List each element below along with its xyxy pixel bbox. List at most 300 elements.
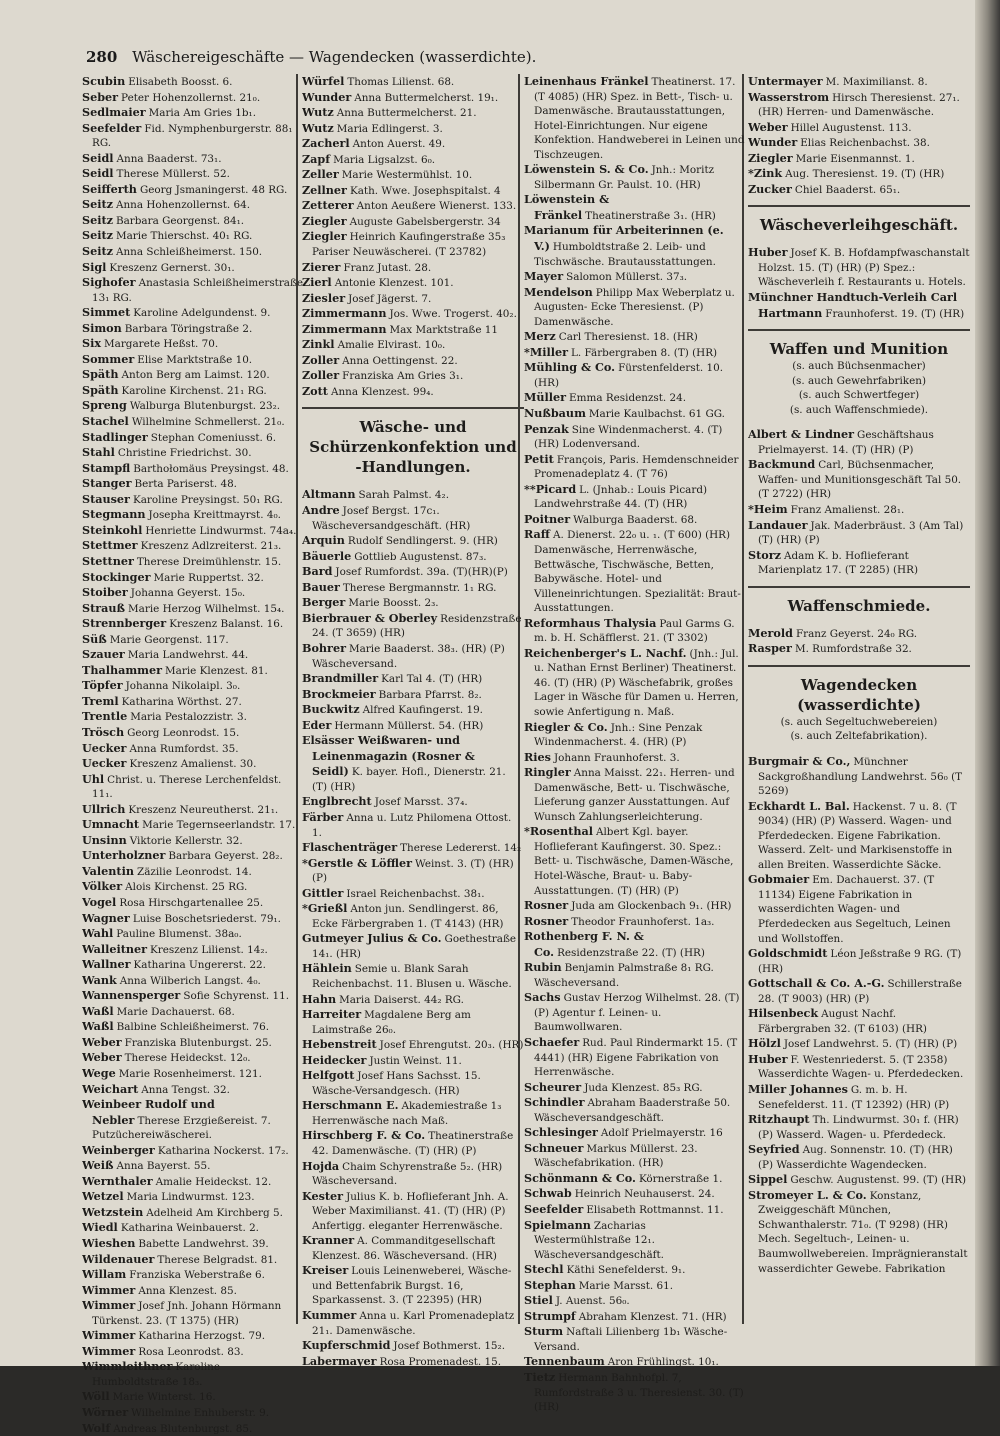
entry-name: Weber bbox=[82, 1050, 122, 1065]
directory-entry bbox=[748, 182, 970, 198]
directory-entry bbox=[82, 1328, 304, 1344]
entry-details: Babette Landwehrst. 39. bbox=[138, 1238, 269, 1251]
entry-details: Marie Winterst. 16. bbox=[112, 1391, 216, 1404]
entry-details: Aug. Sonnenstr. 10. (T) (HR) (P) Wasserdichte Wagendecken. bbox=[758, 1144, 953, 1171]
entry-name: Wahl bbox=[82, 926, 114, 941]
directory-entry bbox=[524, 1293, 746, 1309]
entry-details: Christine Friedrichst. 30. bbox=[117, 447, 252, 460]
entry-name: Kummer bbox=[302, 1308, 357, 1323]
entry-name: Wimmer bbox=[82, 1298, 136, 1313]
directory-entry bbox=[524, 1309, 746, 1325]
entry-details: Elise Marktstraße 10. bbox=[137, 353, 253, 366]
directory-entry bbox=[748, 799, 970, 873]
entry-name: Seifferth bbox=[82, 181, 137, 196]
entry-name: Zoller bbox=[302, 368, 340, 383]
directory-entry bbox=[302, 487, 524, 503]
entry-details: Sofie Schyrenst. 11. bbox=[183, 990, 290, 1003]
entry-name: Zoller bbox=[302, 352, 340, 367]
entry-name: Zacherl bbox=[302, 136, 350, 151]
entry-name: Gutmeyer Julius & Co. bbox=[302, 931, 442, 946]
column-3 bbox=[524, 74, 746, 1415]
directory-entry bbox=[82, 647, 304, 663]
entry-name: Sighofer bbox=[82, 275, 136, 290]
entry-details: Barbara Geyerst. 28₂. bbox=[168, 850, 283, 863]
entry-details: A. Dienerst. 22₀ u. ₁. (T 600) (HR) Damenwäsche, Herrenwäsche, Bettwäsche, Tischwäsche, Betten, Babywäsche. Hotel- und Villeneinrichtungen. Spezialität: Braut-Ausstattungen. bbox=[534, 529, 741, 615]
entry-name: Mendelson bbox=[524, 284, 593, 299]
entry-details: Walburga Baaderst. 68. bbox=[573, 513, 698, 526]
entry-details: Amalie Elvirast. 10₀. bbox=[337, 339, 446, 352]
entry-name: Löwenstein S. & Co. bbox=[524, 162, 649, 177]
directory-entry bbox=[82, 973, 304, 989]
entry-name: Nußbaum bbox=[524, 406, 586, 421]
entry-name: Arquin bbox=[302, 533, 345, 548]
entry-name: Backmund bbox=[748, 457, 816, 472]
directory-entry bbox=[524, 990, 746, 1035]
directory-entry bbox=[302, 931, 524, 961]
entry-name: Thalhammer bbox=[82, 662, 163, 677]
directory-entry bbox=[302, 595, 524, 611]
directory-entry bbox=[524, 1218, 746, 1263]
directory-entry bbox=[82, 1205, 304, 1221]
directory-entry bbox=[524, 616, 746, 646]
entry-details: Adelheid Am Kirchberg 5. bbox=[146, 1206, 283, 1219]
entry-details: Jnh.: Sine Penzak Windenmacherst. 4. (HR) (P) bbox=[534, 721, 703, 749]
cross-reference-note: (s. auch Zeltefabrikation). bbox=[790, 730, 928, 743]
entry-details: Marie Ruppertst. 32. bbox=[153, 571, 264, 584]
directory-entry bbox=[82, 802, 304, 818]
entry-details: Anastasia Schleißheimerstraße 13₁ RG. bbox=[92, 277, 304, 304]
directory-entry bbox=[524, 223, 746, 269]
directory-entry bbox=[82, 1143, 304, 1159]
entry-details: Sine Windenmacherst. 4. (T) (HR) Lodenversand. bbox=[534, 423, 723, 451]
entry-details: Gustav Herzog Wilhelmst. 28. (T) (P) Agentur f. Leinen- u. Baumwollwaren. bbox=[534, 992, 740, 1034]
entry-name: Ziegler bbox=[748, 150, 793, 165]
directory-entry bbox=[302, 671, 524, 687]
entry-details: Anna Klenzest. 85. bbox=[138, 1284, 237, 1297]
entry-name: Stettmer bbox=[82, 538, 138, 553]
entry-details: Franziska Weberstraße 6. bbox=[129, 1269, 265, 1282]
entry-details: Barbara Töringstraße 2. bbox=[124, 322, 253, 335]
entry-name: Gittler bbox=[302, 885, 344, 900]
directory-entry bbox=[82, 663, 304, 679]
entry-name: *Grießl bbox=[302, 901, 348, 916]
entry-details: Maria Ligsalzst. 6₀. bbox=[333, 153, 436, 166]
entry-details: K. bayer. Hofl., Dienerstr. 21. (T) (HR) bbox=[312, 766, 506, 793]
directory-entry bbox=[302, 1189, 524, 1234]
entry-name: Wiedl bbox=[82, 1220, 118, 1235]
directory-entry bbox=[82, 957, 304, 973]
directory-entry bbox=[524, 1262, 746, 1278]
directory-entry bbox=[82, 817, 304, 833]
directory-entry bbox=[748, 548, 970, 578]
entry-name: Seidl bbox=[82, 150, 114, 165]
entry-name: Tietz bbox=[524, 1370, 556, 1385]
entry-name: Töpfer bbox=[82, 678, 123, 693]
entry-details: Therese Belgradst. 81. bbox=[157, 1253, 278, 1266]
entry-name: Weinberger bbox=[82, 1142, 155, 1157]
directory-entry bbox=[82, 741, 304, 757]
entry-name: Merold bbox=[748, 625, 793, 640]
entry-name: Rosner bbox=[524, 898, 569, 913]
entry-details: Hackenst. 7 u. 8. (T 9034) (HR) (P) Wasserd. Wagen- und Pferdedecken. Eigene Fabrikation. Wasserd. Zelt- und Markisenstoffe in allen Breiten. Wasserdichte Säcke. bbox=[758, 800, 957, 871]
entry-name: Altmann bbox=[302, 487, 356, 502]
entry-details: Juda am Glockenbach 9₁. (HR) bbox=[571, 900, 732, 913]
directory-entry bbox=[82, 1359, 304, 1389]
directory-entry bbox=[82, 833, 304, 849]
entry-name: Schlesinger bbox=[524, 1125, 598, 1140]
directory-entry bbox=[302, 533, 524, 549]
entry-name: *Heim bbox=[748, 502, 788, 517]
directory-entry bbox=[524, 345, 746, 361]
directory-entry bbox=[82, 260, 304, 276]
directory-entry bbox=[748, 626, 970, 642]
directory-entry bbox=[302, 1053, 524, 1069]
entry-details: Kreszenz Neureutherst. 21₁. bbox=[128, 803, 279, 816]
entry-name: Uecker bbox=[82, 740, 127, 755]
directory-entry bbox=[82, 1189, 304, 1205]
directory-entry bbox=[302, 337, 524, 353]
directory-entry bbox=[524, 390, 746, 406]
entry-details: Residenzstraße 22. (T) (HR) bbox=[557, 946, 705, 959]
directory-entry bbox=[302, 1007, 524, 1037]
directory-entry bbox=[82, 554, 304, 570]
directory-entry bbox=[524, 285, 746, 330]
section-divider bbox=[302, 407, 524, 409]
entry-details: Karoline Adelgundenst. 9. bbox=[133, 307, 271, 320]
running-title: Wäschereigeschäfte — Wagendecken (wasserdichte). bbox=[132, 48, 537, 66]
entry-details: Julius K. b. Hoflieferant Jnh. A. Weber Maximilianst. 41. (T) (HR) (P) Anfertigg. eleganter Herrenwäsche. bbox=[312, 1190, 509, 1232]
entry-details: Schillerstraße 28. (T 9003) (HR) (P) bbox=[758, 978, 962, 1005]
entry-name: Weinbeer Rudolf und Nebler bbox=[82, 1097, 215, 1127]
directory-entry bbox=[302, 229, 524, 259]
directory-entry bbox=[748, 1172, 970, 1188]
directory-entry bbox=[82, 1236, 304, 1252]
directory-entry bbox=[302, 733, 524, 794]
directory-entry bbox=[524, 1186, 746, 1202]
entry-name: Würfel bbox=[302, 74, 345, 88]
directory-entry bbox=[302, 901, 524, 931]
directory-entry bbox=[524, 1095, 746, 1125]
entry-details: Berta Pariserst. 48. bbox=[134, 478, 237, 491]
entry-name: Schindler bbox=[524, 1095, 585, 1110]
entry-details: Aron Frühlingst. 10₁. bbox=[607, 1356, 719, 1369]
entry-details: Anna Wilberich Langst. 4₀. bbox=[119, 974, 261, 987]
entry-name: Weiß bbox=[82, 1158, 114, 1173]
entry-details: L. Färbergraben 8. (T) (HR) bbox=[571, 346, 718, 359]
entry-name: Zimmermann bbox=[302, 306, 387, 321]
directory-entry bbox=[524, 898, 746, 914]
entry-details: L. (Jnhab.: Louis Picard) Landwehrstraße 44. (T) (HR) bbox=[534, 483, 708, 511]
entry-details: Therese Erzgießereist. 7. Putzüchereiwäscherei. bbox=[92, 1114, 271, 1142]
entry-details: Rosa Promenadest. 15. bbox=[379, 1355, 502, 1368]
directory-entry bbox=[302, 167, 524, 183]
entry-name: Zimmermann bbox=[302, 321, 387, 336]
entry-name: Vogel bbox=[82, 894, 117, 909]
entry-name: Wernthaler bbox=[82, 1173, 153, 1188]
entry-name: Six bbox=[82, 336, 101, 351]
entry-name: Löwenstein & Fränkel bbox=[524, 192, 610, 222]
entry-name: Sigl bbox=[82, 259, 107, 274]
entry-name: Münchner Handtuch-Verleih Carl Hartmann bbox=[748, 290, 958, 320]
directory-entry bbox=[302, 611, 524, 641]
entry-name: Valentin bbox=[82, 863, 134, 878]
entry-name: Berger bbox=[302, 595, 346, 610]
entry-name: Andre bbox=[302, 503, 340, 518]
directory-entry bbox=[82, 864, 304, 880]
entry-name: Trösch bbox=[82, 724, 125, 739]
directory-entry bbox=[748, 166, 970, 182]
entry-name: Ritzhaupt bbox=[748, 1112, 810, 1127]
entry-name: Hojda bbox=[302, 1158, 340, 1173]
directory-entry bbox=[748, 427, 970, 457]
directory-entry bbox=[82, 90, 304, 106]
entry-name: Burgmair & Co., bbox=[748, 753, 851, 768]
directory-entry bbox=[748, 457, 970, 502]
entry-details: Josef Ehrengutst. 20₃. (HR) bbox=[379, 1039, 524, 1052]
directory-entry bbox=[82, 352, 304, 368]
directory-entry bbox=[82, 305, 304, 321]
entry-name: Herschmann E. bbox=[302, 1098, 399, 1113]
directory-entry bbox=[748, 120, 970, 136]
entry-details: Akademiestraße 1₃ Herrenwäsche nach Maß. bbox=[312, 1100, 502, 1127]
entry-details: Theodor Fraunhoferst. 1a₃. bbox=[571, 915, 715, 928]
entry-details: Philipp Max Weberplatz u. Augusten- Ecke Theresienst. (P) Damenwäsche. bbox=[534, 286, 735, 328]
entry-name: Strennberger bbox=[82, 616, 167, 631]
directory-entry bbox=[82, 632, 304, 648]
entry-details: Barthołomäus Preysingst. 48. bbox=[133, 462, 289, 475]
entry-details: Antonie Klenzest. 101. bbox=[334, 277, 454, 290]
directory-entry bbox=[82, 523, 304, 539]
section-title-waescheverleih: Wäscheverleihgeschäft. bbox=[759, 216, 959, 235]
entry-details: Pauline Blumenst. 38a₀. bbox=[116, 928, 242, 941]
entry-name: Seitz bbox=[82, 212, 113, 227]
entry-details: Anna Buttermelcherst. 21. bbox=[336, 107, 477, 120]
entry-name: Waßl bbox=[82, 1003, 114, 1018]
section-divider bbox=[748, 205, 970, 207]
directory-entry bbox=[524, 527, 746, 615]
entry-name: Zucker bbox=[748, 181, 792, 196]
directory-entry bbox=[302, 1308, 524, 1338]
directory-entry bbox=[82, 1035, 304, 1051]
entry-name: Kester bbox=[302, 1188, 344, 1203]
entry-details: Margarete Heßst. 70. bbox=[104, 338, 219, 351]
directory-entry bbox=[524, 74, 746, 162]
entry-name: Miller Johannes bbox=[748, 1081, 848, 1096]
entry-details: Marie Thierschst. 40₁ RG. bbox=[115, 230, 253, 243]
entry-name: Reformhaus Thalysia bbox=[524, 615, 657, 630]
directory-entry bbox=[82, 197, 304, 213]
entry-name: Ries bbox=[524, 749, 551, 764]
entry-name: Seber bbox=[82, 89, 119, 104]
directory-entry bbox=[748, 1142, 970, 1172]
entry-name: Sedlmaier bbox=[82, 105, 146, 120]
entry-details: Therese Bergmannstr. 1₁ RG. bbox=[342, 581, 497, 594]
directory-entry bbox=[302, 961, 524, 991]
directory-entry bbox=[524, 929, 746, 960]
entry-name: Rubin bbox=[524, 960, 562, 975]
entry-name: Marianum für Arbeiterinnen (e. V.) bbox=[524, 223, 724, 254]
entry-details: Franz Geyerst. 24₀ RG. bbox=[795, 627, 918, 640]
directory-entry bbox=[748, 976, 970, 1006]
entry-details: Josef Marsst. 37₄. bbox=[374, 796, 468, 809]
section-title-wagendecken: Wagendecken (wasserdichte) bbox=[797, 675, 921, 714]
entry-name: Steinkohl bbox=[82, 522, 143, 537]
entry-name: Wunder bbox=[302, 89, 352, 104]
entry-details: Humboldtstraße 2. Leib- und Tischwäsche. Brautausstattungen. bbox=[534, 241, 716, 268]
col2-top-list bbox=[302, 74, 524, 399]
directory-entry bbox=[748, 245, 970, 290]
entry-details: Marie Boosst. 2₃. bbox=[348, 597, 439, 610]
directory-entry bbox=[302, 840, 524, 856]
cross-reference-note: (s. auch Gewehrfabriken) bbox=[791, 374, 927, 387]
directory-entry bbox=[82, 476, 304, 492]
directory-entry bbox=[82, 182, 304, 198]
entry-name: *Miller bbox=[524, 344, 568, 359]
directory-entry bbox=[748, 151, 970, 167]
entry-details: Anna Klenzest. 99₄. bbox=[330, 385, 434, 398]
directory-entry bbox=[302, 74, 524, 90]
entry-details: Theatinerst. 17. (T 4085) (HR) Spez. in Bett-, Tisch- u. Damenwäsche. Brautausstattungen, Hotel-Einrichtungen. Nur eigene Konfektion. Handweberei in Leinen und Tischzeugen. bbox=[534, 76, 745, 161]
entry-name: Hahn bbox=[302, 991, 337, 1006]
entry-name: Zeller bbox=[302, 167, 339, 182]
entry-name: Rosner bbox=[524, 913, 569, 928]
entry-name: Zinkl bbox=[302, 337, 335, 352]
entry-details: Sarah Palmst. 4₂. bbox=[358, 489, 450, 502]
entry-name: Wetzel bbox=[82, 1189, 124, 1204]
directory-entry bbox=[82, 367, 304, 383]
entry-details: Barbara Georgenst. 84₁. bbox=[115, 214, 245, 227]
entry-name: Hirschberg F. & Co. bbox=[302, 1128, 426, 1143]
directory-entry bbox=[82, 538, 304, 554]
entry-name: Bäuerle bbox=[302, 548, 352, 563]
entry-details: Chaim Schyrenstraße 5₂. (HR) Wäscheversand. bbox=[312, 1160, 503, 1188]
entry-name: Wildenauer bbox=[82, 1251, 155, 1266]
column-1 bbox=[82, 74, 304, 1436]
entry-name: Simmet bbox=[82, 305, 131, 320]
entry-details: Anna u. Lutz Philomena Ottost. 1. bbox=[312, 811, 512, 839]
entry-name: Zott bbox=[302, 383, 328, 398]
directory-entry bbox=[82, 336, 304, 352]
entry-details: Barbara Pfarrst. 8₂. bbox=[378, 688, 482, 701]
directory-entry bbox=[748, 1188, 970, 1276]
entry-details: Elisabeth Boosst. 6. bbox=[128, 76, 233, 88]
entry-details: Zäzilie Leonrodst. 14. bbox=[136, 865, 252, 878]
directory-entry bbox=[524, 269, 746, 285]
entry-name: Wörner bbox=[82, 1405, 129, 1420]
directory-entry bbox=[524, 422, 746, 452]
entry-name: Wallner bbox=[82, 957, 131, 972]
directory-entry bbox=[524, 360, 746, 390]
entry-details: Chiel Baaderst. 65₁. bbox=[794, 183, 901, 196]
directory-entry bbox=[524, 1080, 746, 1096]
directory-entry bbox=[82, 694, 304, 710]
entry-name: Sommer bbox=[82, 351, 135, 366]
entry-details: Residenzstraße 24. (T 3659) (HR) bbox=[312, 612, 522, 640]
entry-name: Reichenberger's L. Nachf. bbox=[524, 645, 687, 660]
directory-entry bbox=[82, 772, 304, 802]
entry-details: Kreszenz Adlzreiterst. 21₃. bbox=[140, 540, 282, 553]
entry-details: Münchner Sackgroßhandlung Landwehrst. 56₀ (T 5269) bbox=[758, 755, 963, 798]
directory-entry bbox=[302, 687, 524, 703]
entry-name: Wetzstein bbox=[82, 1204, 144, 1219]
entry-details: Viktorie Kellerstr. 32. bbox=[129, 834, 243, 847]
directory-entry bbox=[748, 754, 970, 799]
entry-name: Englbrecht bbox=[302, 794, 372, 809]
entry-name: Bierbrauer & Oberley bbox=[302, 610, 438, 625]
entry-name: Müller bbox=[524, 390, 567, 405]
entry-details: Käthi Senefelderst. 9₁. bbox=[566, 1264, 686, 1277]
directory-entry bbox=[748, 1082, 970, 1112]
entry-details: Anna Buttermelcherst. 19₁. bbox=[354, 91, 499, 104]
directory-entry bbox=[82, 1389, 304, 1405]
directory-entry bbox=[82, 398, 304, 414]
directory-entry bbox=[82, 570, 304, 586]
entry-name: Brandmiller bbox=[302, 671, 379, 686]
directory-entry bbox=[82, 1283, 304, 1299]
directory-entry bbox=[748, 641, 970, 657]
directory-entry bbox=[748, 1006, 970, 1036]
entry-details: Johann Fraunhoferst. 3. bbox=[553, 751, 680, 764]
entry-details: Elisabeth Rottmannst. 11. bbox=[586, 1204, 724, 1217]
column-2 bbox=[302, 74, 524, 1369]
entry-details: Maria Lindwurmst. 123. bbox=[126, 1191, 255, 1204]
entry-name: Seidl bbox=[82, 166, 114, 181]
entry-details: August Nachf. Färbergraben 32. (T 6103) (HR) bbox=[758, 1008, 927, 1035]
entry-name: Späth bbox=[82, 367, 119, 382]
entry-name: Seefelder bbox=[82, 120, 142, 135]
entry-details: Henriette Lindwurmst. 74a₄. bbox=[145, 524, 297, 537]
entry-details: Walburga Blutenburgst. 23₂. bbox=[129, 400, 281, 413]
directory-entry bbox=[302, 105, 524, 121]
entry-details: Marie Marsst. 61. bbox=[578, 1279, 674, 1292]
entry-name: Ziegler bbox=[302, 229, 347, 244]
entry-details: Luise Boschetsriederst. 79₁. bbox=[132, 912, 281, 925]
entry-name: Albert & Lindner bbox=[748, 427, 855, 442]
directory-entry bbox=[748, 518, 970, 548]
directory-entry bbox=[82, 151, 304, 167]
directory-entry bbox=[524, 329, 746, 345]
entry-details: Emma Residenzst. 24. bbox=[569, 392, 687, 405]
entry-name: Petit bbox=[524, 451, 554, 466]
directory-entry bbox=[82, 848, 304, 864]
entry-details: Goethestraße 14₁. (HR) bbox=[312, 933, 517, 960]
entry-details: Carl, Büchsenmacher, Waffen- und Munitionsgeschäft Tal 50. (T 2722) (HR) bbox=[758, 459, 962, 501]
entry-name: Stegmann bbox=[82, 507, 146, 522]
directory-entry bbox=[524, 406, 746, 422]
page-number: 280 bbox=[86, 48, 118, 66]
entry-details: Karl Tal 4. (T) (HR) bbox=[381, 673, 483, 686]
entry-name: Mayer bbox=[524, 269, 564, 284]
entry-name: Zetterer bbox=[302, 198, 354, 213]
entry-details: Marie Rosenheimerst. 121. bbox=[118, 1068, 262, 1080]
directory-entry bbox=[82, 926, 304, 942]
entry-details: Katharina Herzogst. 79. bbox=[138, 1330, 266, 1343]
directory-entry bbox=[82, 895, 304, 911]
entry-details: Georg Jsmaningerst. 48 RG. bbox=[139, 183, 288, 196]
entry-name: Seitz bbox=[82, 244, 113, 259]
entry-details: G. m. b. H. Senefelderst. 11. (T 12392) (HR) (P) bbox=[758, 1083, 950, 1111]
entry-name: Landauer bbox=[748, 517, 808, 532]
entry-name: Schneuer bbox=[524, 1140, 584, 1155]
entry-details: Theatinerstraße 42. Damenwäsche. (T) (HR) (P) bbox=[312, 1130, 514, 1157]
entry-details: Geschäftshaus Prielmayerst. 14. (T) (HR) (P) bbox=[758, 429, 934, 456]
directory-entry bbox=[748, 74, 970, 90]
entry-name: Hebenstreit bbox=[302, 1037, 377, 1052]
entry-details: Aug. Theresienst. 19. (T) (HR) bbox=[785, 168, 945, 181]
entry-name: Völker bbox=[82, 879, 123, 894]
directory-entry bbox=[302, 368, 524, 384]
directory-entry bbox=[82, 756, 304, 772]
